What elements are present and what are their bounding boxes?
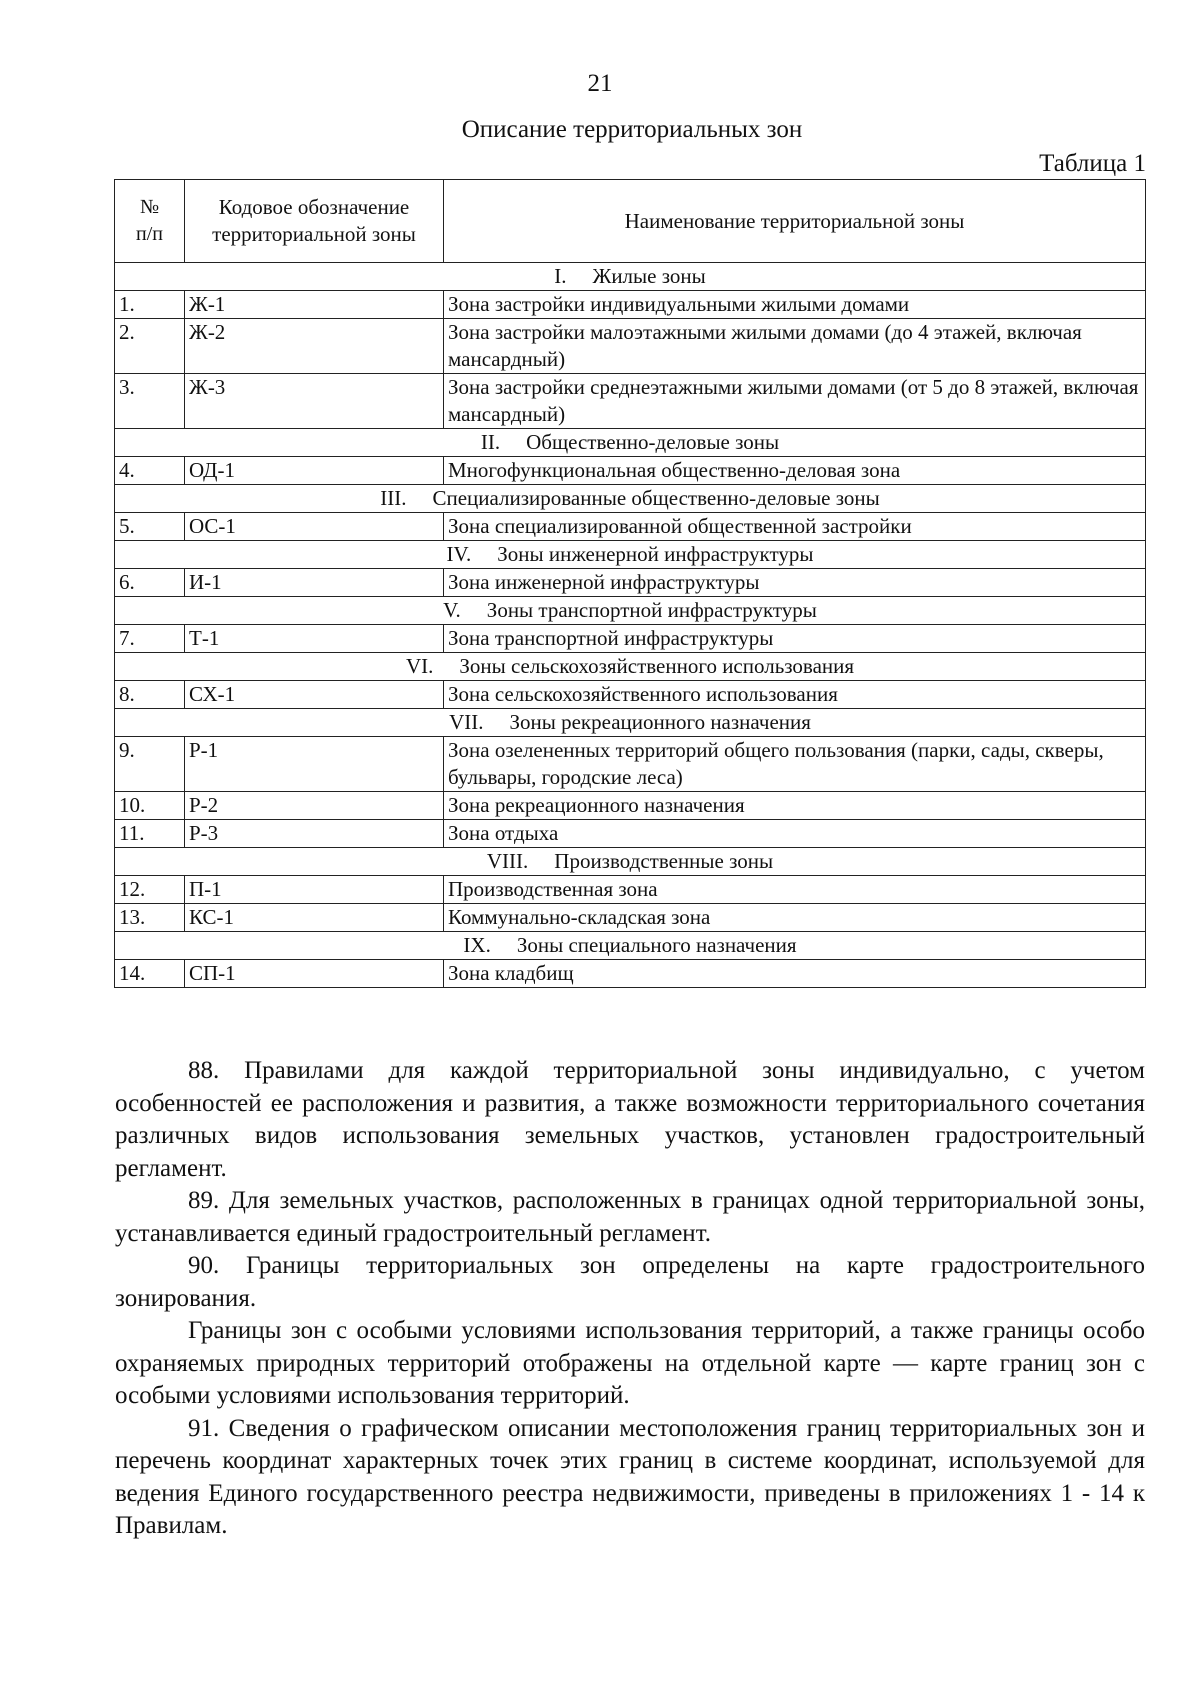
row-number: 8.: [115, 681, 185, 709]
zone-code: КС-1: [185, 904, 444, 932]
paragraph: 89. Для земельных участков, расположенных в границах одной территориальной зоны, устанавливается единый градостроительный регламент.: [115, 1187, 1145, 1247]
section-heading: [115, 932, 1146, 960]
document-title: Описание территориальных зон: [461, 116, 803, 143]
section-title: Зоны рекреационного назначения: [509, 710, 811, 734]
row-number: 5.: [115, 513, 185, 541]
section-row: [115, 429, 1146, 457]
paragraph: Границы зон с особыми условиями использования территорий, а также границы особо охраняемых природных территорий отображены на отдельной карте — карте границ зон с особыми условиями использования территорий.: [115, 1317, 1145, 1409]
row-number: 6.: [115, 569, 185, 597]
zone-name: Зона инженерной инфраструктуры: [444, 569, 1146, 597]
table-row: [115, 513, 1146, 541]
table-row: [115, 374, 1146, 429]
zone-name: Зона отдыха: [444, 820, 1146, 848]
zone-name: Зона застройки малоэтажными жилыми домами (до 4 этажей, включая мансардный): [444, 319, 1146, 374]
zone-code: Р-1: [185, 737, 444, 792]
section-title: Общественно-деловые зоны: [526, 430, 780, 454]
section-numeral: V.: [443, 598, 461, 622]
row-number: 13.: [115, 904, 185, 932]
zone-name: Зона застройки среднеэтажными жилыми домами (от 5 до 8 этажей, включая мансардный): [444, 374, 1146, 429]
zone-name: Зона сельскохозяйственного использования: [444, 681, 1146, 709]
section-heading: [115, 709, 1146, 737]
zone-name: Зона транспортной инфраструктуры: [444, 625, 1146, 653]
zone-name: Производственная зона: [444, 876, 1146, 904]
section-heading: [115, 485, 1146, 513]
table-row: [115, 737, 1146, 792]
zone-name: Многофункциональная общественно-деловая зона: [444, 457, 1146, 485]
zone-code: Р-2: [185, 792, 444, 820]
section-numeral: IX.: [463, 933, 491, 957]
section-heading: [115, 541, 1146, 569]
row-number: 10.: [115, 792, 185, 820]
row-number: 3.: [115, 374, 185, 429]
header-num: [115, 180, 185, 263]
zone-code: СП-1: [185, 960, 444, 988]
header-code: Кодовое обозначение территориальной зоны: [185, 180, 444, 263]
header-num-symbol: №: [139, 196, 160, 218]
table-row: [115, 876, 1146, 904]
row-number: 4.: [115, 457, 185, 485]
section-row: [115, 709, 1146, 737]
zone-name: Зона кладбищ: [444, 960, 1146, 988]
section-heading: [115, 848, 1146, 876]
zone-name: Зона озелененных территорий общего пользования (парки, сады, скверы, бульвары, городские леса): [444, 737, 1146, 792]
section-heading: [115, 597, 1146, 625]
zone-code: ОД-1: [185, 457, 444, 485]
zone-code: Ж-3: [185, 374, 444, 429]
section-heading: [115, 429, 1146, 457]
zone-code: П-1: [185, 876, 444, 904]
row-number: 9.: [115, 737, 185, 792]
header-name: Наименование территориальной зоны: [444, 180, 1146, 263]
table-row: [115, 457, 1146, 485]
section-title: Производственные зоны: [554, 849, 774, 873]
zone-code: СХ-1: [185, 681, 444, 709]
zone-code: Ж-2: [185, 319, 444, 374]
zones-table-body: [115, 263, 1146, 988]
header-num-abbr: п/п: [136, 223, 163, 245]
section-numeral: I.: [554, 264, 567, 288]
section-row: [115, 932, 1146, 960]
section-numeral: II.: [480, 430, 501, 454]
section-numeral: VII.: [449, 710, 484, 734]
row-number: 12.: [115, 876, 185, 904]
zone-code: Р-3: [185, 820, 444, 848]
section-heading: [115, 263, 1146, 291]
row-number: 2.: [115, 319, 185, 374]
section-numeral: VI.: [405, 654, 434, 678]
table-row: [115, 820, 1146, 848]
table-row: [115, 625, 1146, 653]
paragraph: 91. Сведения о графическом описании местоположения границ территориальных зон и перечень координат характерных точек этих границ в системе координат, используемой для ведения Единого государственного реестра недвижимости, приведены в приложениях 1 - 14 к Правилам.: [115, 1414, 1145, 1539]
section-row: [115, 848, 1146, 876]
paragraph: 90. Границы территориальных зон определены на карте градостроительного зонирования.: [115, 1252, 1145, 1312]
section-row: [115, 485, 1146, 513]
body-text: [115, 1055, 1145, 1543]
table-row: [115, 291, 1146, 319]
section-heading: [115, 653, 1146, 681]
zone-code: ОС-1: [185, 513, 444, 541]
page-number: 21: [587, 70, 613, 97]
row-number: 1.: [115, 291, 185, 319]
section-title: Зоны инженерной инфраструктуры: [497, 542, 814, 566]
section-title: Специализированные общественно-деловые зоны: [432, 486, 880, 510]
table-row: [115, 569, 1146, 597]
zone-code: Ж-1: [185, 291, 444, 319]
table-row: [115, 960, 1146, 988]
table-row: [115, 681, 1146, 709]
paragraph: 88. Правилами для каждой территориальной зоны индивидуально, с учетом особенностей ее расположения и развития, а также возможности территориального сочетания различных видов использования земельных участков, установлен градостроительный регламент.: [115, 1057, 1145, 1182]
section-row: [115, 653, 1146, 681]
zone-name: Коммунально-складская зона: [444, 904, 1146, 932]
section-title: Зоны сельскохозяйственного использования: [459, 654, 855, 678]
section-numeral: IV.: [446, 542, 472, 566]
table-label: Таблица 1: [1039, 150, 1146, 177]
zones-table: [114, 179, 1146, 988]
zone-name: Зона застройки индивидуальными жилыми домами: [444, 291, 1146, 319]
row-number: 14.: [115, 960, 185, 988]
table-row: [115, 319, 1146, 374]
row-number: 11.: [115, 820, 185, 848]
zone-code: И-1: [185, 569, 444, 597]
section-title: Жилые зоны: [592, 264, 706, 288]
section-numeral: III.: [380, 486, 407, 510]
table-header-row: [115, 180, 1146, 263]
row-number: 7.: [115, 625, 185, 653]
section-title: Зоны транспортной инфраструктуры: [486, 598, 817, 622]
zone-code: Т-1: [185, 625, 444, 653]
zone-name: Зона специализированной общественной застройки: [444, 513, 1146, 541]
table-row: [115, 792, 1146, 820]
section-row: [115, 597, 1146, 625]
zone-name: Зона рекреационного назначения: [444, 792, 1146, 820]
section-row: [115, 263, 1146, 291]
section-numeral: VIII.: [486, 849, 529, 873]
section-row: [115, 541, 1146, 569]
table-row: [115, 904, 1146, 932]
section-title: Зоны специального назначения: [516, 933, 797, 957]
